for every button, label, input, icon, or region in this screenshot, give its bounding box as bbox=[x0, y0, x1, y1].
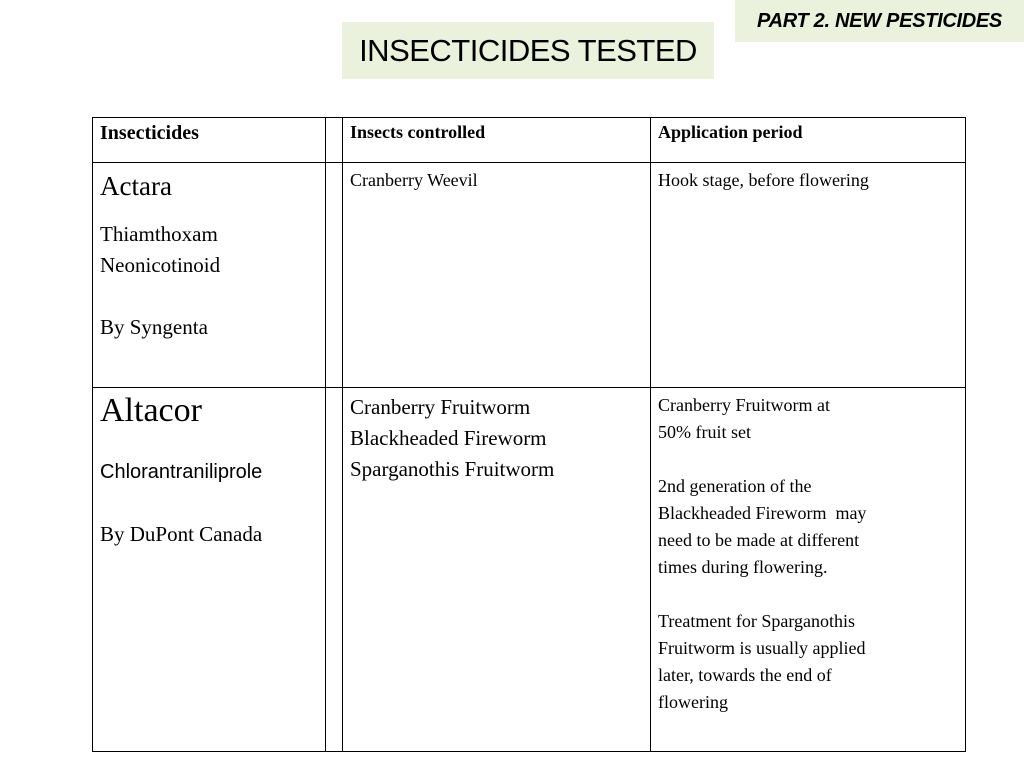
insect-item: Blackheaded Fireworm bbox=[350, 426, 547, 450]
application-cell bbox=[651, 163, 966, 388]
spacer-cell bbox=[326, 388, 343, 752]
insect-item: Cranberry Fruitworm bbox=[350, 395, 531, 419]
header-spacer bbox=[326, 118, 343, 163]
application-line: Fruitworm is usually applied bbox=[658, 638, 866, 658]
application-line: Blackheaded Fireworm may bbox=[658, 503, 867, 523]
manufacturer: By Syngenta bbox=[100, 315, 208, 339]
application-line: 50% fruit set bbox=[658, 422, 751, 442]
application-line: Hook stage, before flowering bbox=[658, 170, 869, 190]
insecticides-table bbox=[92, 117, 966, 752]
header-insecticides: Insecticides bbox=[93, 118, 326, 163]
application-line: times during flowering. bbox=[658, 557, 828, 577]
application-cell bbox=[651, 388, 966, 752]
insect-item: Cranberry Weevil bbox=[350, 170, 478, 190]
header-insects-controlled: Insects controlled bbox=[343, 118, 651, 163]
application-line: flowering bbox=[658, 692, 728, 712]
application-line: Cranberry Fruitworm at bbox=[658, 395, 830, 415]
insect-item: Sparganothis Fruitworm bbox=[350, 457, 555, 481]
insects-cell bbox=[343, 388, 651, 752]
product-name: Actara bbox=[100, 171, 172, 201]
application-line: 2nd generation of the bbox=[658, 476, 812, 496]
product-name: Altacor bbox=[100, 392, 202, 429]
chemical-class: Neonicotinoid bbox=[100, 253, 221, 277]
manufacturer: By DuPont Canada bbox=[100, 522, 263, 546]
page-title: INSECTICIDES TESTED bbox=[342, 22, 714, 79]
table-row bbox=[93, 388, 966, 752]
product-cell bbox=[93, 163, 326, 388]
application-line: Treatment for Sparganothis bbox=[658, 611, 855, 631]
table-row bbox=[93, 163, 966, 388]
active-ingredient: Chlorantraniliprole bbox=[100, 461, 263, 483]
insects-cell bbox=[343, 163, 651, 388]
application-line: later, towards the end of bbox=[658, 665, 832, 685]
part-label: PART 2. NEW PESTICIDES bbox=[735, 0, 1024, 42]
active-ingredient: Thiamthoxam bbox=[100, 222, 218, 246]
table-header-row bbox=[93, 118, 966, 163]
header-application-period: Application period bbox=[651, 118, 966, 163]
spacer-cell bbox=[326, 163, 343, 388]
product-cell bbox=[93, 388, 326, 752]
application-line: need to be made at different bbox=[658, 530, 860, 550]
